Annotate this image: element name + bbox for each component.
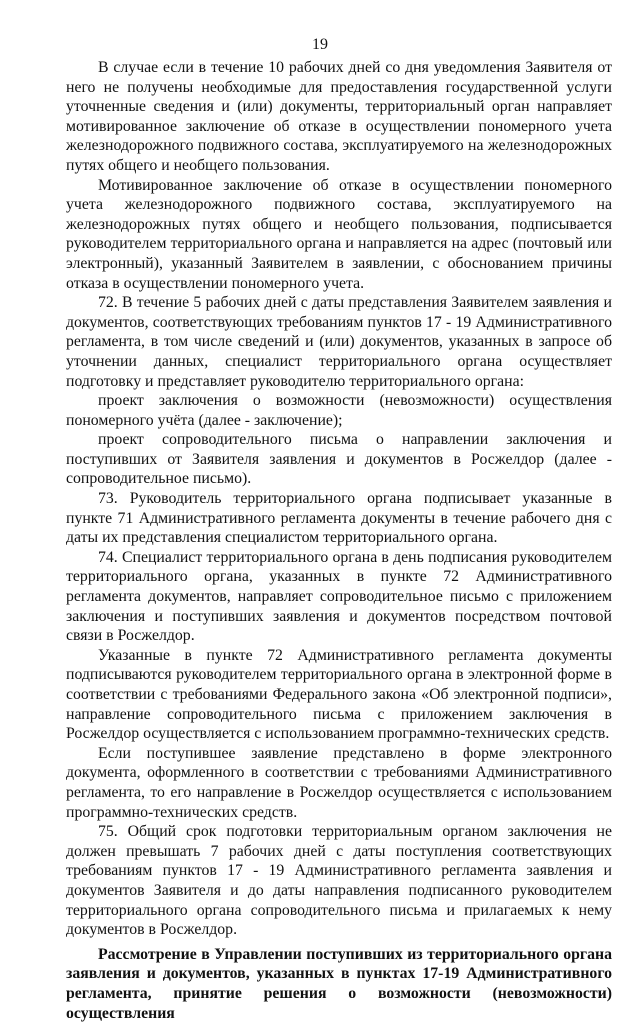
paragraph-draft-conclusion: проект заключения о возможности (невозможности) осуществления пономерного учёта (далее - заключение); xyxy=(66,392,612,429)
paragraph-clarification-refusal: В случае если в течение 10 рабочих дней со дня уведомления Заявителя от него не получены необходимые для предоставления государственной услуги уточненные сведения и (или) документы, территориальный орган направляет мотивированное заключение об отказе в осуществлении пономерного учета железнодорожного подвижного состава, эксплуатируемого на железнодорожных путях общего и необщего пользования. xyxy=(66,59,612,174)
paragraph-item-74: 74. Специалист территориального органа в день подписания руководителем территориального органа, указанных в пункте 72 Административного регламента документов, направляет сопроводительное письмо с приложением заключения и поступивших заявления и документов посредством почтовой связи в Росжелдор. xyxy=(66,548,612,645)
document-body xyxy=(66,58,612,1023)
paragraph-motivated-conclusion: Мотивированное заключение об отказе в осуществлении пономерного учета железнодорожного подвижного состава, эксплуатируемого на железнодорожных путях общего и необщего пользования, подписывается руководителем территориального органа и направляется на адрес (почтовый или электронный), указанный Заявителем в заявлении, с обоснованием причины отказа в осуществлении пономерного учета. xyxy=(66,176,612,292)
paragraph-item-72: 72. В течение 5 рабочих дней с даты представления Заявителем заявления и документов, соответствующих требованиям пунктов 17 - 19 Административного регламента, в том числе сведений и (или) документов, указанных в запросе об уточнении данных, специалист территориального органа осуществляет подготовку и представляет руководителю территориального органа: xyxy=(66,294,612,390)
section-heading: Рассмотрение в Управлении поступивших из территориального органа заявления и документов, указанных в пунктах 17-19 Административного регламента, принятие решения о возможности (невозможности) осуществления xyxy=(66,945,612,1022)
page-number: 19 xyxy=(312,36,328,53)
paragraph-draft-cover-letter: проект сопроводительного письма о направлении заключения и поступивших от Заявителя заявления и документов в Росжелдор (далее - сопроводительное письмо). xyxy=(66,431,612,488)
paragraph-item-73: 73. Руководитель территориального органа подписывает указанные в пункте 71 Административного регламента документы в течение рабочего дня с даты их представления специалистом территориального органа. xyxy=(66,490,612,547)
paragraph-item-75: 75. Общий срок подготовки территориальным органом заключения не должен превышать 7 рабочих дней с даты поступления соответствующих требованиям пунктов 17 - 19 Административного регламента заявления и документов Заявителя и до даты направления подписанного руководителем территориального органа сопроводительного письма и прилагаемых к нему документов в Росжелдор. xyxy=(66,823,612,939)
paragraph-electronic-signature: Указанные в пункте 72 Административного регламента документы подписываются руководителем территориального органа в электронной форме в соответствии с требованиями Федерального закона «Об электронной подписи», направление сопроводительного письма с приложением заключения в Росжелдор осуществляется с использованием программно-технических средств. xyxy=(66,646,612,743)
paragraph-electronic-document: Если поступившее заявление представлено в форме электронного документа, оформленного в соответствии с требованиями Административного регламента, то его направление в Росжелдор осуществляется с использованием программно-технических средств. xyxy=(66,744,612,821)
